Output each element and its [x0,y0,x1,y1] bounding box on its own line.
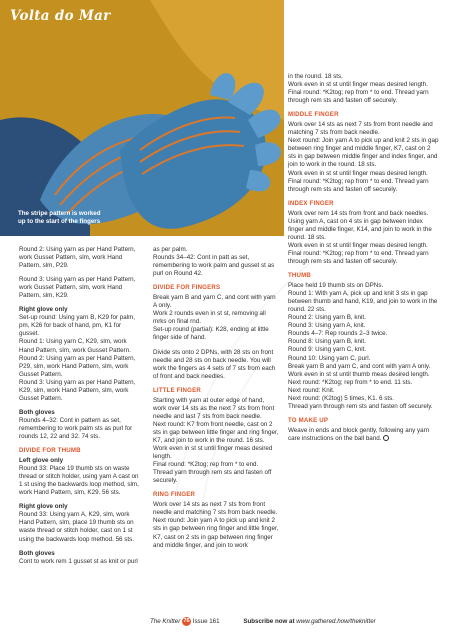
text-column-1 [19,246,141,572]
end-mark-icon [383,435,389,441]
thumb-text-1: Place held 19 thumb sts on DPNs. [288,282,384,290]
index-finger-text-2: Using yarn A, cast on 4 sts in gap between index finger and middle finger, K14, and join to work in the round. 18 sts. [288,217,432,241]
right-round-3-text: Round 3: Using yarn as per Hand Pattern, K29, slm, work Hand Pattern, slm, work Gusset Pattern. [19,378,136,402]
index-finger-text-3: Work even in st st until finger meas desired length. [288,241,428,249]
glove-photo [0,0,284,236]
subscribe-url[interactable]: www.gathered.how/theknitter [296,618,376,626]
ring-finger-text-2: Next round: Join yarn A to pick up and knit 2 sts in gap between ring finger and little finger, K7, cast on 2 sts in gap between ring finger and middle finger, and join to work [153,517,279,549]
thumb-text-5: Next round: Knit. [288,386,335,394]
page-footer [150,617,450,626]
middle-finger-text-4: Final round: *K2tog; rep from * to end. Thread yarn through rem sts and fasten off securely. [288,177,429,193]
setup-round-text: Set-up round: Using yarn B, K29 for palm, pm, K26 for back of hand, pm, K1 for gusset. [19,314,136,338]
right-round-2-text: Round 2: Using yarn as per Hand Pattern, P29, slm, work Hand Pattern, slm, work Gusset Pattern. [19,354,136,378]
middle-finger-heading: MIDDLE FINGER [288,111,339,119]
index-finger-text-4: Final round: *K2tog; rep from * to end. Thread yarn through rem sts and fasten off securely. [288,249,429,265]
fingers-text-4: Divide sts onto 2 DPNs, with 28 sts on front needle and 28 sts on back needle. You will work the fingers as 4 sets of 7 sts from each of front and back needles. [153,348,276,380]
ring-finger-text-3: in the round. 18 sts. [288,73,343,80]
little-finger-text-1: Starting with yarn at outer edge of hand, work over 14 sts as the next 7 sts from front needle and last 7 sts from back needle. [153,396,275,420]
thumb-rounds-4-7: Rounds 4–7: Rep rounds 2–3 twice. [288,330,388,338]
thumb-round-8: Round 8: Using yarn B, knit. [288,338,366,346]
thumb-text-3: Work even in st st until thumb meas desired length. [288,370,430,378]
both-gloves-heading: Both gloves [19,408,55,416]
ring-finger-text-4: Work even in st st until finger meas desired length. [288,81,428,89]
glove-illustration [0,0,284,236]
ring-finger-heading: RING FINGER [153,491,196,499]
fingers-text-3: Set-up round (partial): K28, ending at little finger side of hand. [153,326,269,342]
thumb-round-2: Round 2: Using yarn B, knit. [288,314,366,322]
make-up-heading: TO MAKE UP [288,416,329,424]
index-finger-heading: INDEX FINGER [288,199,334,207]
right-round-33-text: Round 33: Using yarn A, K29, slm, work Hand Pattern, slm, place 19 thumb sts on waste thread or stitch holder, cast on 1 st using the backwards loop method. 56 sts. [19,511,134,543]
little-finger-text-3: Work even in st st until finger meas desired length. [153,445,273,461]
make-up-text [288,427,440,443]
magazine-name: The Knitter [150,618,181,626]
thumb-text-7: Thread yarn through rem sts and fasten off securely. [288,402,433,410]
left-round-33-text: Round 33: Place 19 thumb sts on waste thread or stitch holder, using yarn A cast on 1 st using the backwards loop method, slm, work Hand Pattern, slm, K29. 56 sts. [19,465,139,497]
thumb-round-10: Round 10: Using yarn C, purl. [288,354,371,362]
index-finger-text-1: Work over rem 14 sts from front and back needles. [288,209,429,217]
divide-thumb-heading: DIVIDE FOR THUMB [19,447,81,455]
photo-caption: The stripe pattern is worked up to the start of the fingers [18,210,101,225]
fingers-text-2: Work 2 rounds even in st st, removing all mrks on final rnd. [153,310,266,326]
little-finger-heading: LITTLE FINGER [153,386,201,394]
thumb-round-9: Round 9: Using yarn C, knit. [288,346,367,354]
rounds-34-42-text: Rounds 34–42: Cont in patt as set, remembering to work palm and gusset st as purl on Round 42. [153,254,275,278]
round-3-text: Round 3: Using yarn as per Hand Pattern, work Gusset Pattern, slm, work Hand Pattern, slm, K29. [19,276,136,300]
article-title: Volta do Mar [10,8,111,24]
both-gloves-heading-2: Both gloves [19,549,55,557]
little-finger-text-2: Next round: K7 from front needle, cast on 2 sts in gap between little finger and ring finger, K7, and join to work in the round. 16 sts. [153,420,279,444]
left-glove-heading: Left glove only [19,457,64,465]
thumb-heading: THUMB [288,272,312,280]
thumb-round-3: Round 3: Using yarn A, knit. [288,322,366,330]
fingers-text-1: Break yarn B and yarn C, and cont with yarn A only. [153,294,276,310]
thumb-round-1: Round 1: With yarn A, pick up and knit 3 sts in gap between thumb and hand, K19, and join to work in the round. 22 sts. [288,290,438,314]
thumb-text-6: Next round: (K2tog) 5 times, K1. 6 sts. [288,394,394,402]
divide-fingers-heading: DIVIDE FOR FINGERS [153,284,221,292]
make-up-text-body: Weave in ends and block gently, following any yarn care instructions on the ball band. [288,426,430,442]
issue-number: Issue 161 [192,618,220,626]
palm-text: as per palm. [153,246,188,253]
page-number: 76 [183,618,190,624]
right-glove-heading-2: Right glove only [19,503,68,511]
middle-finger-text-1: Work over 14 sts as next 7 sts from front needle and matching 7 sts from back needle. [288,121,433,137]
subscribe-label: Subscribe now at [243,618,295,626]
text-column-3 [288,73,440,443]
round-2-text: Round 2: Using yarn as per Hand Pattern, work Gusset Pattern, slm, work Hand Pattern, slm, P29. [19,246,136,270]
middle-finger-text-2: Next round: Join yarn A to pick up and knit 2 sts in gap between ring finger and middle finger, K7, cast on 2 sts in gap between middle finger and index finger, and join to work in the round. 18 sts. [288,137,439,169]
right-glove-heading: Right glove only [19,306,68,314]
rounds-4-32-text: Rounds 4–32: Cont in pattern as set, remembering to work palm sts as purl for rounds 12, 22 and 32. 74 sts. [19,416,133,440]
ring-finger-text-1: Work over 14 sts as next 7 sts from front needle and matching 7 sts from back needle. [153,501,278,517]
thumb-text-4: Next round: *K2tog; rep from * to end. 11 sts. [288,378,413,386]
gusset-text: Cont to work rem 1 gusset st as knit or purl [19,557,138,565]
text-column-2 [153,246,279,550]
ring-finger-text-5: Final round: *K2tog; rep from * to end. Thread yarn through rem sts and fasten off securely. [288,89,429,105]
thumb-text-2: Break yarn B and yarn C, and cont with yarn A only. [288,362,431,370]
little-finger-text-4: Final round: *K2tog; rep from * to end. Thread yarn through rem sts and fasten off securely. [153,461,272,485]
middle-finger-text-3: Work even in st st until finger meas desired length. [288,169,428,177]
right-round-1-text: Round 1: Using yarn C, K29, slm, work Hand Pattern, slm, work Gusset Pattern. [19,338,131,354]
